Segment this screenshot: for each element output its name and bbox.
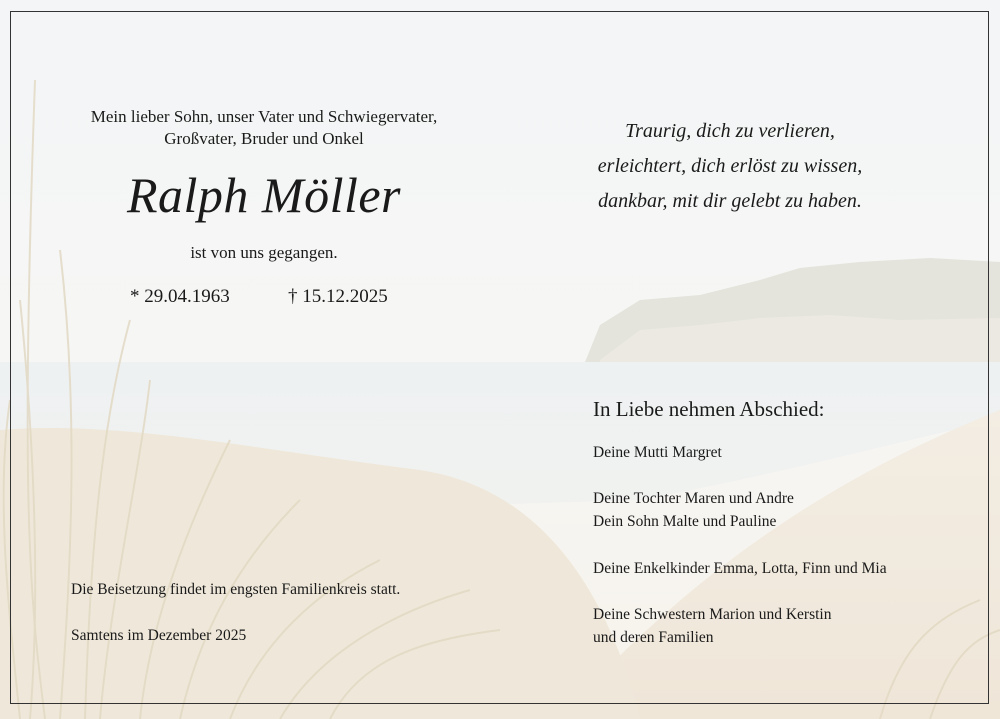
farewell-heading: In Liebe nehmen Abschied: bbox=[593, 397, 825, 421]
quote-line-1: Traurig, dich zu verlieren, bbox=[625, 120, 835, 142]
deceased-name: Ralph Möller bbox=[126, 167, 402, 223]
burial-note: Die Beisetzung findet im engsten Familienkreis statt. bbox=[71, 581, 401, 598]
birth-date: * 29.04.1963 bbox=[130, 286, 230, 307]
family-daughter: Deine Tochter Maren und Andre bbox=[593, 490, 794, 507]
memorial-quote bbox=[555, 114, 905, 219]
family-grandchildren: Deine Enkelkinder Emma, Lotta, Finn und Mia bbox=[593, 560, 887, 577]
family-mother: Deine Mutti Margret bbox=[593, 444, 722, 461]
family-children bbox=[593, 487, 794, 533]
passed-away-text: ist von uns gegangen. bbox=[190, 243, 338, 262]
intro-line-1: Mein lieber Sohn, unser Vater und Schwiegervater, bbox=[90, 107, 438, 126]
family-sisters-block bbox=[593, 603, 831, 649]
quote-line-2: erleichtert, dich erlöst zu wissen, bbox=[597, 155, 863, 177]
intro-line-2: Großvater, Bruder und Onkel bbox=[164, 129, 364, 148]
family-sisters: Deine Schwestern Marion und Kerstin bbox=[593, 606, 832, 623]
intro-text bbox=[60, 106, 468, 150]
place-date: Samtens im Dezember 2025 bbox=[71, 627, 247, 644]
death-date: † 15.12.2025 bbox=[288, 286, 388, 307]
quote-line-3: dankbar, mit dir gelebt zu haben. bbox=[598, 190, 862, 212]
family-son: Dein Sohn Malte und Pauline bbox=[593, 513, 777, 530]
family-families: und deren Familien bbox=[593, 629, 714, 646]
